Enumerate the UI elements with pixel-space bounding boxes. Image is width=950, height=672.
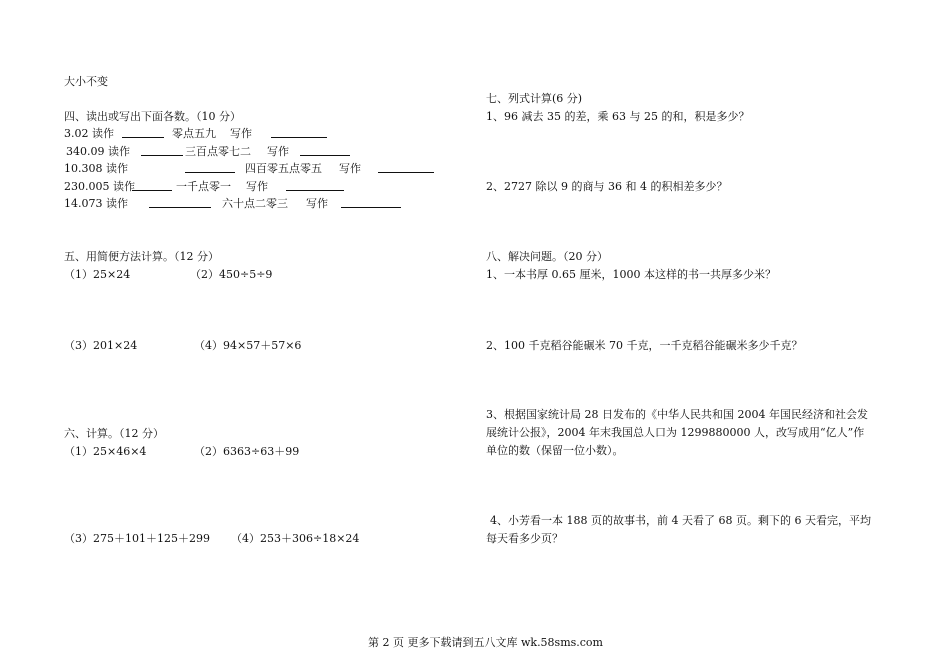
s4-row-5-chinese-number: 六十点二零三 <box>222 197 288 210</box>
s4-row-2-chinese-number: 三百点零七二 <box>185 145 251 158</box>
s8-question-3-line-3: 单位的数（保留一位小数）。 <box>486 444 624 457</box>
s7-question-2: 2、2727 除以 9 的商与 36 和 4 的积相差多少？ <box>486 180 728 193</box>
page-footer: 第 2 页 更多下载请到五八文库 wk.58sms.com <box>368 636 603 649</box>
section-6-title: 六、计算。（12 分） <box>64 427 164 440</box>
s6-question-4: （4）253＋306÷18×24 <box>231 532 360 545</box>
s4-row-3-chinese-number: 四百零五点零五 <box>245 162 322 175</box>
s4-row-4-chinese-number: 一千点零一 <box>176 180 231 193</box>
s4-row-5-write-blank[interactable] <box>341 197 401 208</box>
s5-question-2: （2）450÷5÷9 <box>190 268 273 281</box>
s7-question-1: 1、96 减去 35 的差，乘 63 与 25 的和，积是多少？ <box>486 110 750 123</box>
s4-row-3-write-blank[interactable] <box>378 162 434 173</box>
s4-row-2-read-label: 340.09 读作 <box>66 145 130 158</box>
s4-row-1-write-label: 写作 <box>230 127 252 140</box>
section-5-title: 五、用简便方法计算。（12 分） <box>64 250 219 263</box>
s8-question-3-line-1: 3、根据国家统计局 28 日发布的《中华人民共和国 2004 年国民经济和社会发 <box>486 408 868 421</box>
s4-row-3-write-label: 写作 <box>339 162 361 175</box>
s4-row-4-write-blank[interactable] <box>286 180 344 191</box>
s8-question-4-line-2: 每天看多少页？ <box>486 532 563 545</box>
s4-row-1-write-blank[interactable] <box>271 127 327 138</box>
s8-question-3-line-2: 展统计公报》，2004 年末我国总人口为 1299880000 人，改写成用“亿人”作 <box>486 426 865 439</box>
s5-question-1: （1）25×24 <box>64 268 131 281</box>
s4-row-2-read-blank[interactable] <box>141 145 183 156</box>
s5-question-3: （3）201×24 <box>64 339 138 352</box>
section-7-title: 七、列式计算(6 分) <box>486 92 583 105</box>
s6-question-3: （3）275＋101＋125＋299 <box>64 532 210 545</box>
s8-question-4-line-1: 4、小芳看一本 188 页的故事书，前 4 天看了 68 页。剩下的 6 天看完，平均 <box>490 514 871 527</box>
section-8-title: 八、解决问题。（20 分） <box>486 250 608 263</box>
s4-row-2-write-label: 写作 <box>267 145 289 158</box>
s4-row-2-write-blank[interactable] <box>300 145 350 156</box>
s8-question-1: 1、一本书厚 0.65 厘米，1000 本这样的书一共厚多少米？ <box>486 268 776 281</box>
s6-question-1: （1）25×46×4 <box>64 445 147 458</box>
s4-row-1-read-label: 3.02 读作 <box>64 127 114 140</box>
s4-row-1-read-blank[interactable] <box>122 127 164 138</box>
s4-row-3-read-blank[interactable] <box>185 162 235 173</box>
s5-question-4: （4）94×57＋57×6 <box>194 339 302 352</box>
s6-question-2: （2）6363÷63＋99 <box>194 445 300 458</box>
s8-question-2: 2、100 千克稻谷能碾米 70 千克，一千克稻谷能碾米多少千克？ <box>486 339 803 352</box>
s4-row-5-read-label: 14.073 读作 <box>64 197 128 210</box>
s4-row-5-read-blank[interactable] <box>149 197 211 208</box>
s4-row-5-write-label: 写作 <box>306 197 328 210</box>
s4-row-4-read-blank[interactable] <box>132 180 172 191</box>
s4-row-4-write-label: 写作 <box>246 180 268 193</box>
previous-answer-tail: 大小不变 <box>64 75 108 88</box>
s4-row-3-read-label: 10.308 读作 <box>64 162 128 175</box>
s4-row-1-chinese-number: 零点五九 <box>172 127 216 140</box>
section-4-title: 四、读出或写出下面各数。（10 分） <box>64 110 241 123</box>
s4-row-4-read-label: 230.005 读作 <box>64 180 135 193</box>
